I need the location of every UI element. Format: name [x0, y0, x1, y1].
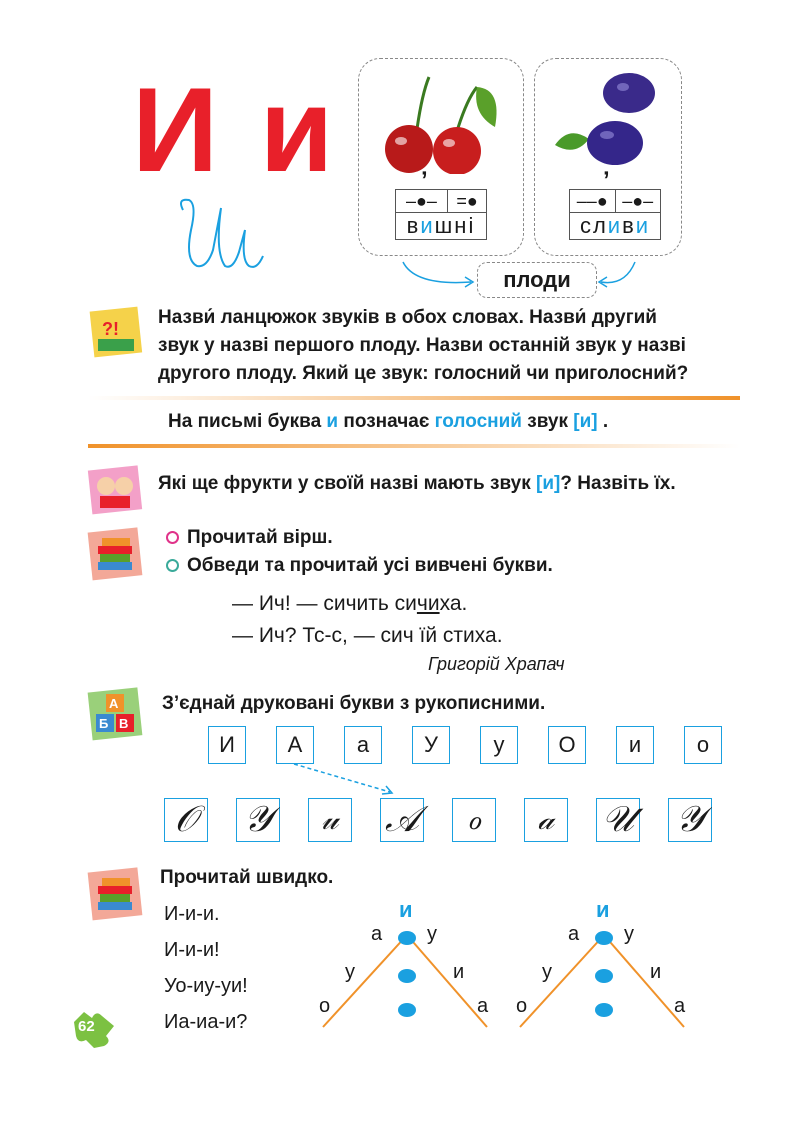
task1-text — [158, 304, 748, 388]
poem — [232, 588, 503, 652]
word-scheme — [569, 189, 661, 240]
dot-marker — [398, 969, 416, 983]
syllable-triangle — [512, 897, 692, 1030]
fruit-card-cherries — [358, 58, 524, 256]
dot-marker — [595, 969, 613, 983]
category-label: плоди — [477, 262, 597, 298]
word-slyvy: сливи — [570, 213, 661, 240]
read-line: Иа-иа-и? — [164, 1011, 248, 1033]
task3-bullet-item: Прочитай вірш. — [166, 524, 553, 552]
script-letter-card[interactable]: 𝒴 — [668, 798, 712, 842]
word-scheme — [395, 189, 487, 240]
poem-line: — Ич! — сичить сичиха. — [232, 592, 468, 615]
poem-line: — Ич? Тс-с, — сич їй стиха. — [232, 624, 503, 647]
triangle-left-letter: о — [319, 995, 331, 1017]
printed-letter-card[interactable]: А — [276, 726, 314, 764]
read-fast-list — [164, 896, 248, 1040]
task1-line: звук у назві першого плоду. Назви останній звук у назві — [158, 335, 686, 356]
rule-bottom-line — [88, 444, 740, 448]
stress-mark: ʼ — [603, 167, 610, 194]
script-letter-card[interactable]: ℴ — [452, 798, 496, 842]
scheme-syllable: –●– — [396, 190, 448, 213]
task2-text: Які ще фрукти у своїй назві мають звук [и]? Назвіть їх. — [158, 473, 676, 494]
scheme-syllable: –●– — [615, 190, 661, 213]
scheme-syllable: ––● — [570, 190, 616, 213]
scheme-syllable: =● — [448, 190, 487, 213]
cherries-icon — [377, 69, 507, 174]
page-number: 62 — [78, 1018, 95, 1035]
big-letters: И и — [132, 63, 338, 197]
connect-arrow — [290, 760, 400, 800]
word-vyshni: вишні — [396, 213, 487, 240]
printed-letter-card[interactable]: и — [616, 726, 654, 764]
task5-title: Прочитай швидко. — [160, 867, 334, 888]
script-letter-card[interactable]: 𝒰 — [596, 798, 640, 842]
script-letter-card[interactable]: 𝒴 — [236, 798, 280, 842]
block-letter: А — [109, 696, 119, 711]
triangle-left-letter: у — [345, 961, 355, 983]
script-letter-card[interactable]: 𝒪 — [164, 798, 208, 842]
dot-marker — [595, 1003, 613, 1017]
triangle-top-letter: и — [399, 897, 413, 922]
dot-marker — [398, 931, 416, 945]
task3-bullets — [166, 524, 553, 580]
script-letter-card[interactable]: 𝒜 — [380, 798, 424, 842]
triangle-left-letter: а — [371, 923, 383, 945]
fruit-card-plums — [534, 58, 682, 256]
printed-letter-card[interactable]: О — [548, 726, 586, 764]
triangle-right-letter: а — [477, 995, 489, 1017]
rule-top-line — [88, 396, 740, 400]
triangle-top-letter: и — [596, 897, 610, 922]
triangle-left-letter: а — [568, 923, 580, 945]
printed-letter-card[interactable]: о — [684, 726, 722, 764]
bullet-icon — [166, 531, 179, 544]
triangle-left-letter: у — [542, 961, 552, 983]
triangle-right-letter: у — [624, 923, 634, 945]
block-letter: В — [119, 716, 129, 731]
stress-mark: ʼ — [421, 167, 428, 194]
script-letter-card[interactable]: 𝒶 — [524, 798, 568, 842]
script-letters-glyph — [175, 190, 275, 280]
read-line: Уо-иу-уи! — [164, 975, 248, 997]
page-number-badge — [70, 1008, 118, 1055]
dot-marker — [595, 931, 613, 945]
printed-letter-card[interactable]: У — [412, 726, 450, 764]
plums-icon — [549, 67, 669, 172]
bullet-icon — [166, 559, 179, 572]
block-letter: Б — [99, 716, 109, 731]
triangle-right-letter: а — [674, 995, 686, 1017]
books-icon — [86, 866, 144, 927]
rule-text: На письмі буква и позначає голосний звук [и] . — [168, 411, 609, 432]
dot-marker — [398, 1003, 416, 1017]
printed-letter-card[interactable]: И — [208, 726, 246, 764]
read-line: И-и-и. — [164, 903, 220, 925]
syllable-triangle — [315, 897, 495, 1030]
question-icon — [86, 305, 148, 368]
printed-letter-card[interactable]: у — [480, 726, 518, 764]
poem-author: Григорій Храпач — [428, 654, 565, 674]
task4-title: З’єднай друковані букви з рукописними. — [162, 693, 546, 714]
task1-line: другого плоду. Який це звук: голосний чи приголосний? — [158, 363, 689, 384]
abc-blocks-icon — [86, 686, 144, 747]
triangle-left-letter: о — [516, 995, 528, 1017]
question-icon-text: ?! — [102, 319, 119, 339]
triangle-right-letter: и — [650, 961, 662, 983]
script-letter-card[interactable]: 𝓊 — [308, 798, 352, 842]
task3-bullet-item: Обведи та прочитай усі вивчені букви. — [166, 552, 553, 580]
printed-letter-card[interactable]: а — [344, 726, 382, 764]
read-line: И-и-и! — [164, 939, 220, 961]
triangle-right-letter: у — [427, 923, 437, 945]
kids-icon — [86, 464, 144, 521]
triangle-right-letter: и — [453, 961, 465, 983]
books-icon — [86, 526, 144, 587]
task1-line: Назви́ ланцюжок звуків в обох словах. Назви́ другий — [158, 307, 657, 328]
